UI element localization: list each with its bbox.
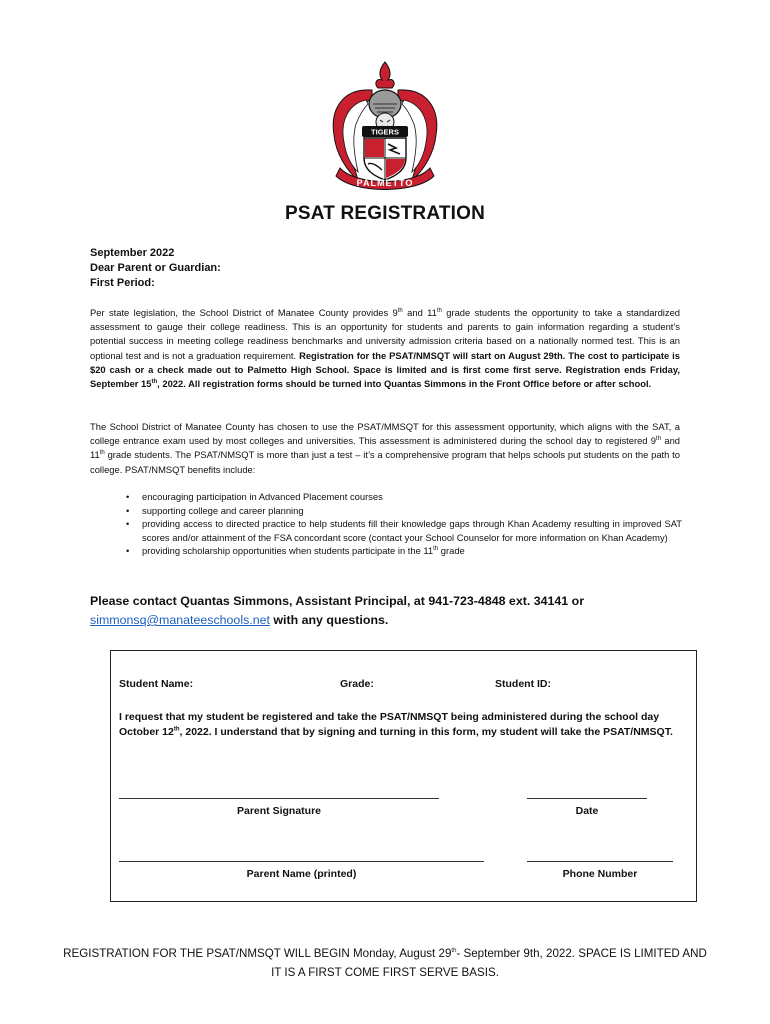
greeting-line: Dear Parent or Guardian: — [90, 262, 221, 274]
list-item: • encouraging participation in Advanced Placement courses — [126, 491, 383, 502]
crest-banner-bottom-text: PALMETTO — [356, 178, 414, 188]
phone-number-line[interactable] — [527, 861, 673, 862]
contact-line-end: with any questions. — [269, 613, 389, 627]
registration-footer-notice: REGISTRATION FOR THE PSAT/NMSQT WILL BEGIN Monday, August 29th- September 9th, 2022. SPACE IS LIMITED AND IT IS A FIRST COME FIRST SERVE BASIS. — [63, 947, 707, 979]
legislation-paragraph: Per state legislation, the School District of Manatee County provides 9th and 11th grade students the opportunity to take a standardized assessment to gauge their college readiness. This is an opportunity for students and parents to gain information regarding a student’s potential success in meeting college readiness benchmarks and university admission criteria based on a nationally normed test. This is an optional test and is not a graduation requirement. Registration for the PSAT/NMSQT will start on August 29th. The cost to participate is $20 cash or a check made out to Palmetto High School. Space is limited and is first come first serve. Registration ends Friday, September 15th, 2022. All registration forms should be turned into Quantas Simmons in the Front Office before or after school. — [90, 307, 680, 390]
parent-name-line[interactable] — [119, 861, 484, 862]
list-item: • supporting college and career planning — [126, 504, 304, 516]
phone-number-label: Phone Number — [562, 868, 638, 880]
period-line: First Period: — [90, 277, 155, 289]
email-link[interactable]: simmonsq@manateeschools.net — [90, 613, 270, 627]
page-title: PSAT REGISTRATION — [284, 203, 486, 224]
date-line-field[interactable] — [527, 798, 647, 799]
list-item: • providing scholarship opportunities when students participate in the 11th grade — [126, 545, 465, 557]
contact-info — [90, 592, 690, 630]
district-paragraph: The School District of Manatee County has chosen to use the PSAT/MMSQT for this assessment opportunity, which aligns with the SAT, a college entrance exam used by most colleges and universities. This assessment is administered during the school day to registered 9th and 11th grade students. The PSAT/NMSQT is more than just a test – it’s a comprehensive program that helps schools put students on the path to college. PSAT/NMSQT benefits include: — [90, 421, 680, 475]
list-item: • providing access to directed practice to help students fill their knowledge gaps through Khan Academy resulting in improved SAT scores and/or attainment of the FSA concordant score (contact your School Counselor for more information on Khan Academy) — [126, 518, 682, 543]
date-line: September 2022 — [90, 247, 175, 259]
grade-label: Grade: — [340, 678, 374, 690]
crest-plume — [376, 62, 394, 88]
registration-details: Registration for the PSAT/NMSQT will start on August 29th. The cost to participate is $20 cash or a check made out to Palmetto High School. Space is limited and is first come first serve. Registration ends Friday, September 15th, 2022. All registration forms should be turned into Quantas Simmons in the Front Office before or after school. — [90, 349, 680, 390]
palmetto-tigers-crest-logo — [322, 60, 448, 194]
student-id-label: Student ID: — [495, 678, 551, 690]
student-name-label: Student Name: — [119, 678, 194, 690]
contact-line: Please contact Quantas Simmons, Assistant Principal, at 941-723-4848 ext. 34141 or — [90, 594, 585, 608]
parent-signature-label: Parent Signature — [236, 805, 322, 817]
registration-form-box — [110, 650, 697, 902]
parent-signature-line[interactable] — [119, 798, 439, 799]
consent-statement: I request that my student be registered and take the PSAT/NMSQT being administered during the school day October 12th, 2022. I understand that by signing and turning in this form, my student will take the PSAT/NMSQT. — [119, 711, 673, 738]
benefits-list — [90, 490, 682, 558]
crest-banner-top-text: TIGERS — [371, 127, 399, 137]
parent-name-label: Parent Name (printed) — [246, 868, 357, 880]
date-label: Date — [575, 805, 599, 817]
